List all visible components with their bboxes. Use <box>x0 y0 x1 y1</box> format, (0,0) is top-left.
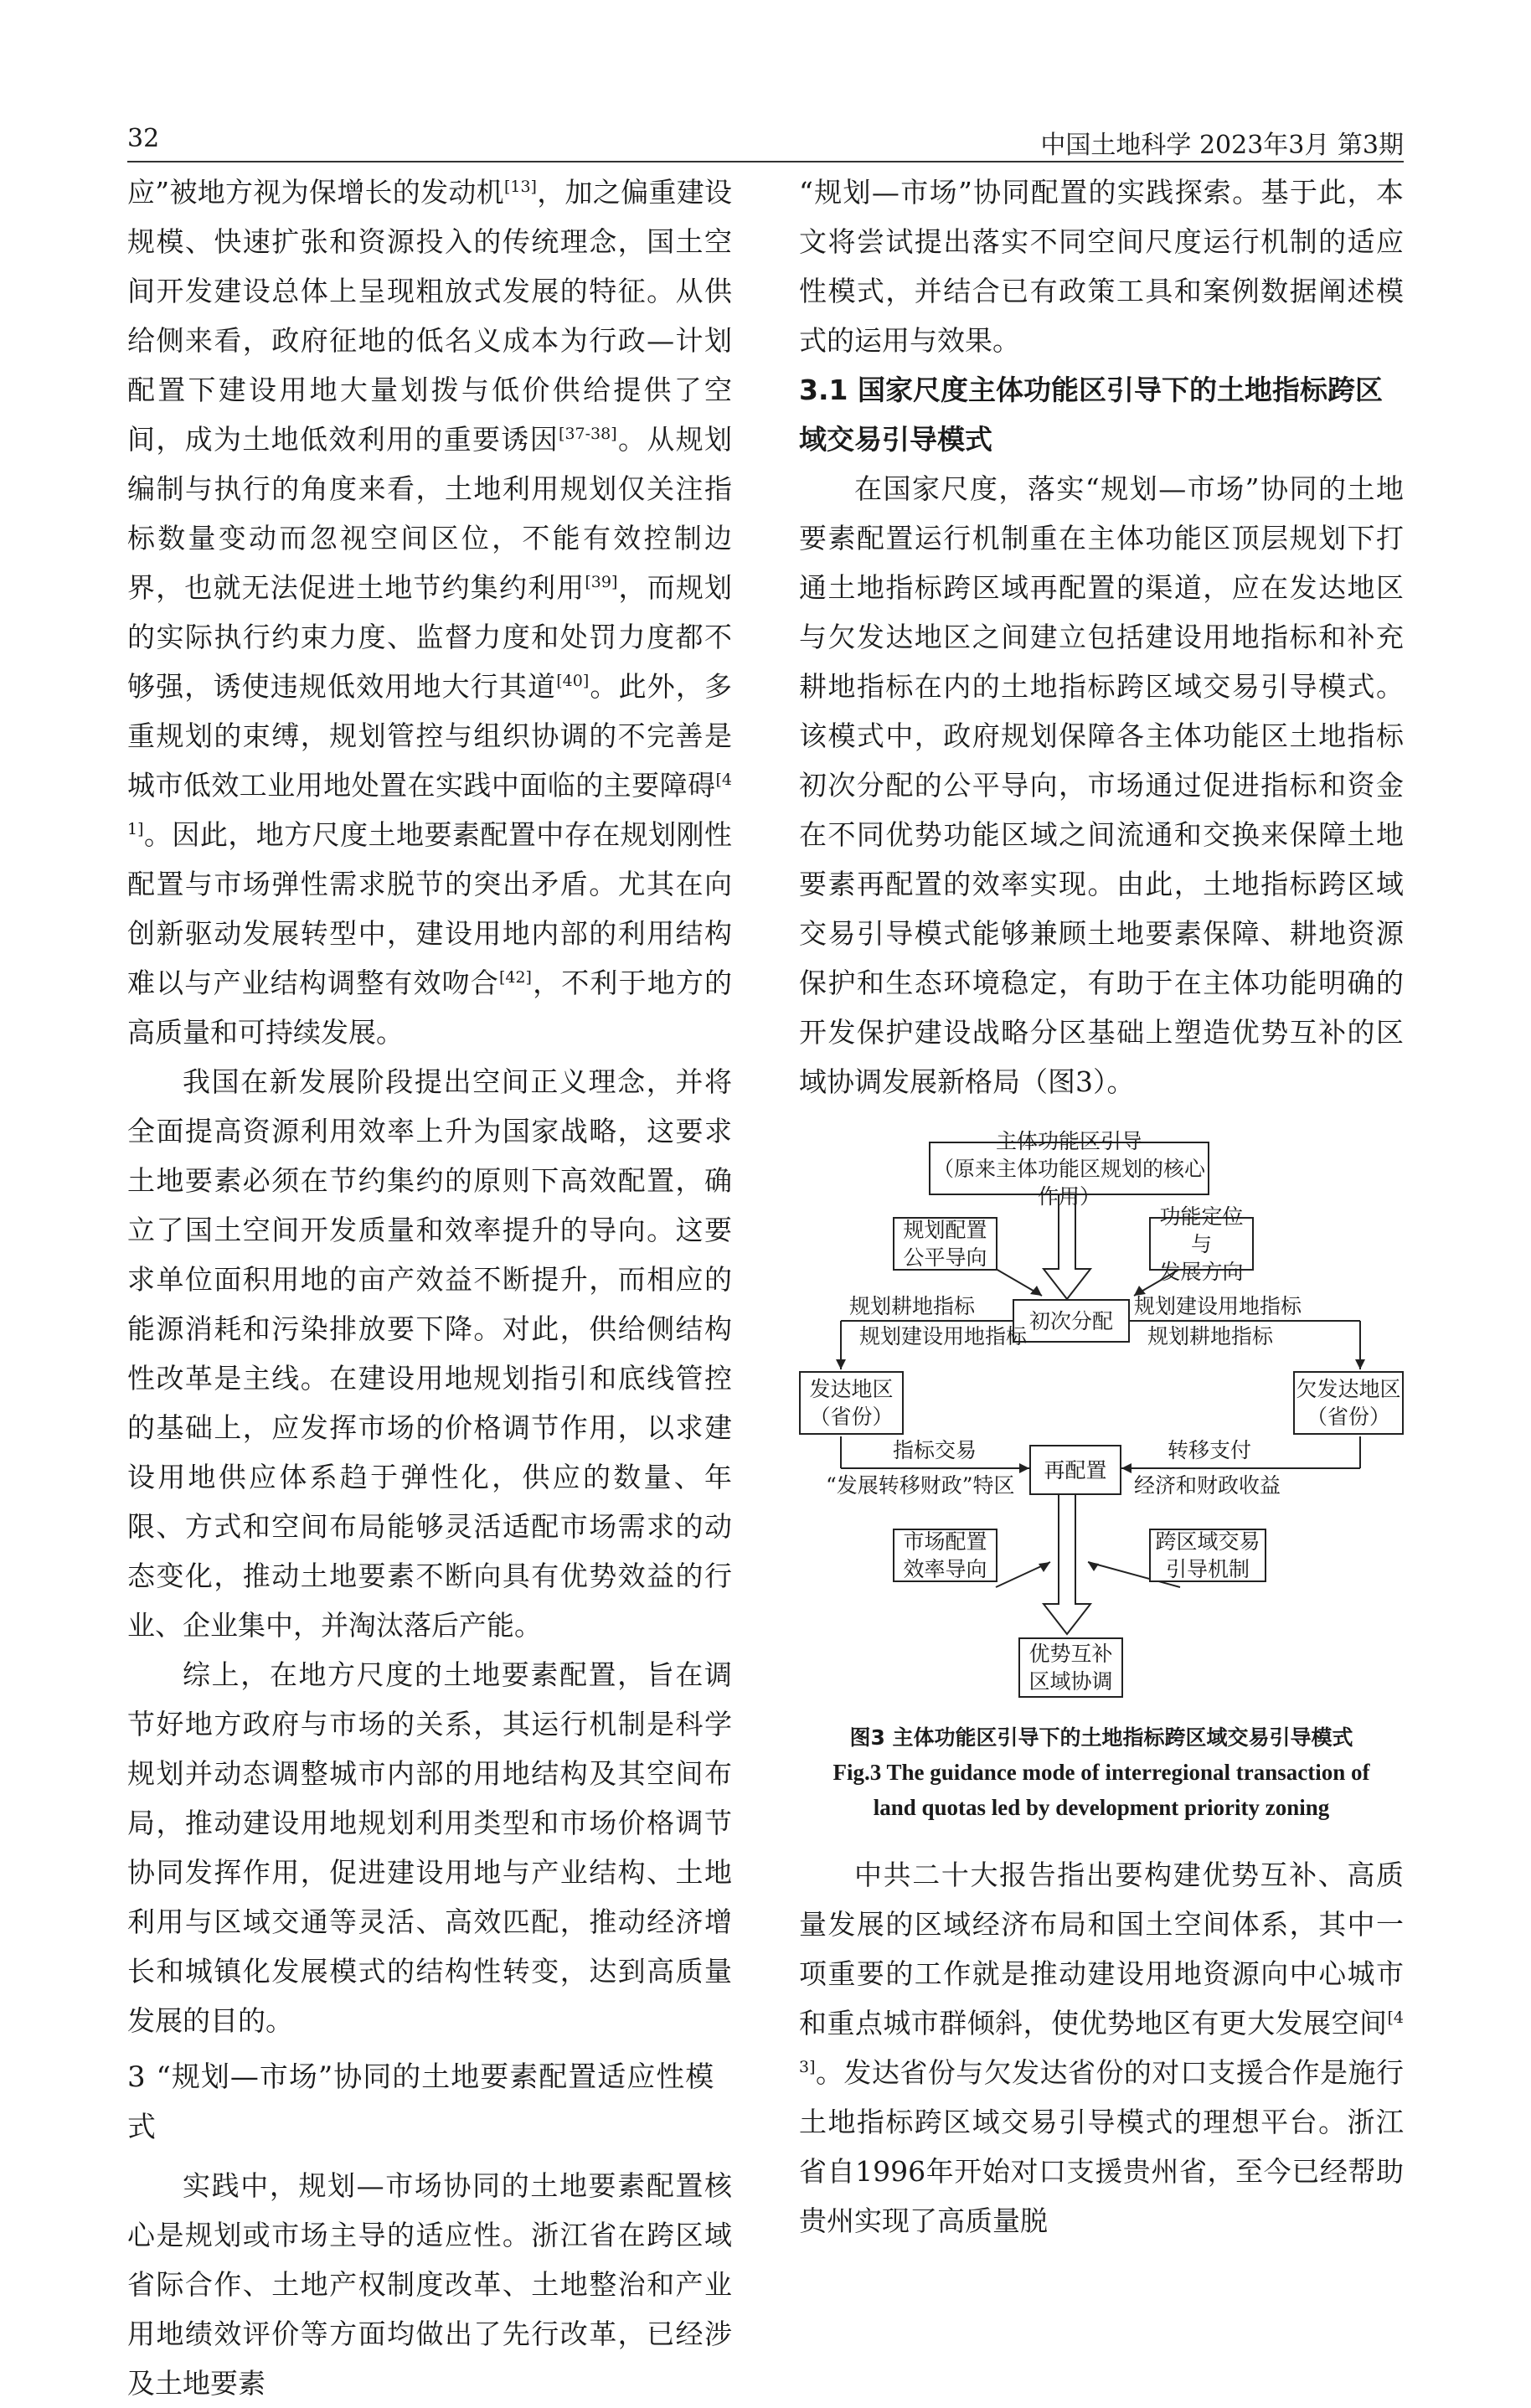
paragraph: 应”被地方视为保增长的发动机[13]，加之偏重建设规模、快速扩张和资源投入的传统理念，国土空间开发建设总体上呈现粗放式发展的特征。从供给侧来看，政府征地的低名义成本为行政—计划配置下建设用地大量划拨与低价供给提供了空间，成为土地低效利用的重要诱因[37-38]。从规划编制与执行的角度来看，土地利用规划仅关注指标数量变动而忽视空间区位，不能有效控制边界，也就无法促进土地节约集约利用[39]，而规划的实际执行约束力度、监督力度和处罚力度都不够强，诱使违规低效用地大行其道[40]。此外，多重规划的束缚，规划管控与组织协调的不完善是城市低效工业用地处置在实践中面临的主要障碍[41]。因此，地方尺度土地要素配置中存在规划刚性配置与市场弹性需求脱节的突出矛盾。尤其在向创新驱动发展转型中，建设用地内部的利用结构难以与产业结构调整有效吻合[42]，不利于地方的高质量和可持续发展。 <box>127 176 733 1049</box>
figure-diagram <box>799 1128 1404 1713</box>
label-planned-construction-right: 规划建设用地指标 <box>1134 1294 1302 1318</box>
page-number: 32 <box>127 124 160 153</box>
citation: [41] <box>127 771 732 838</box>
citation: [43] <box>799 2008 1404 2076</box>
paragraph: 中共二十大报告指出要构建优势互补、高质量发展的区域经济布局和国土空间体系，其中一项重要的工作就是推动建设用地资源向中心城市和重点城市群倾斜，使优势地区有更大发展空间[43]。发达省份与欠发达省份的对口支援合作是施行土地指标跨区域交易引导模式的理想平台。浙江省自1996年开始对口支援贵州省，至今已经帮助贵州实现了高质量脱 <box>799 1859 1404 2237</box>
label-planned-farmland-left: 规划耕地指标 <box>849 1294 976 1318</box>
reallocation-box: 再配置 <box>1029 1445 1121 1495</box>
label-fiscal-revenue: 经济和财政收益 <box>1134 1473 1281 1498</box>
paragraph: 实践中，规划—市场协同的土地要素配置核心是规划或市场主导的适应性。浙江省在跨区域省际合作、土地产权制度改革、土地整治和产业用地绩效评价等方面均做出了先行改革，已经涉及土地要素 <box>127 2169 732 2400</box>
paragraph: 我国在新发展阶段提出空间正义理念，并将全面提高资源利用效率上升为国家战略，这要求土地要素必须在节约集约的原则下高效配置，确立了国土空间开发质量和效率提升的导向。这要求单位面积用地的亩产效益不断提升，而相应的能源消耗和污染排放要下降。对此，供给侧结构性改革是主线。在建设用地规划指引和底线管控的基础上，应发挥市场的价格调节作用，以求建设用地供应体系趋于弹性化，供应的数量、年限、方式和空间布局能够灵活适配市场需求的动态变化，推动土地要素不断向具有优势效益的行业、企业集中，并淘汰落后产能。 <box>127 1065 732 1642</box>
paragraph: 综上，在地方尺度的土地要素配置，旨在调节好地方政府与市场的关系，其运行机制是科学规划并动态调整城市内部的用地结构及其空间布局，推动建设用地规划利用类型和市场价格调节协同发挥作用，促进建设用地与产业结构、土地利用与区域交通等灵活、高效匹配，推动经济增长和城镇化发展模式的结构性转变，达到高质量发展的目的。 <box>127 1658 732 2037</box>
left-column <box>127 168 732 2408</box>
planning-fairness-box: 规划配置 公平导向 <box>893 1217 997 1271</box>
function-positioning-box: 功能定位与 发展方向 <box>1149 1217 1254 1271</box>
paragraph: 在国家尺度，落实“规划—市场”协同的土地要素配置运行机制重在主体功能区顶层规划下打通土地指标跨区域再配置的渠道，应在发达地区与欠发达地区之间建立包括建设用地指标和补充耕地指标在内的土地指标跨区域交易引导模式。该模式中，政府规划保障各主体功能区土地指标初次分配的公平导向，市场通过促进指标和资金在不同优势功能区域之间流通和交换来保障土地要素再配置的效率实现。由此，土地指标跨区域交易引导模式能够兼顾土地要素保障、耕地资源保护和生态环境稳定，有助于在主体功能明确的开发保护建设战略分区基础上塑造优势互补的区域协调发展新格局（图3）。 <box>799 472 1404 1098</box>
initial-distribution-box: 初次分配 <box>1013 1299 1130 1343</box>
citation: [37-38] <box>559 425 617 443</box>
developed-region-box: 发达地区 （省份） <box>799 1371 904 1435</box>
priority-zoning-box: 主体功能区引导 （原来主体功能区规划的核心作用） <box>929 1142 1209 1195</box>
citation: [39] <box>585 573 618 591</box>
figure-caption-en: Fig.3 The guidance mode of interregional transaction of land quotas led by development priority zoning <box>833 1760 1370 1820</box>
regional-coordination-box: 优势互补 区域协调 <box>1018 1637 1123 1698</box>
paragraph: “规划—市场”协同配置的实践探索。基于此，本文将尝试提出落实不同空间尺度运行机制的适应性模式，并结合已有政策工具和案例数据阐述模式的运用与效果。 <box>799 176 1404 357</box>
label-transfer-payment: 转移支付 <box>1168 1438 1252 1462</box>
right-column <box>799 168 1404 2246</box>
citation: [40] <box>556 672 590 690</box>
header-rule <box>127 161 1404 162</box>
label-special-zone: “发展转移财政”特区 <box>826 1473 1015 1498</box>
figure-caption-cn: 图3 主体功能区引导下的土地指标跨区域交易引导模式 <box>849 1725 1353 1750</box>
subsection-heading: 3.1 国家尺度主体功能区引导下的土地指标跨区域交易引导模式 <box>799 374 1383 456</box>
label-planned-farmland-right: 规划耕地指标 <box>1147 1324 1274 1348</box>
label-planned-construction-left: 规划建设用地指标 <box>859 1324 1028 1348</box>
section-heading: 3 “规划—市场”协同的土地要素配置适应性模式 <box>127 2060 715 2144</box>
cross-region-mechanism-box: 跨区域交易 引导机制 <box>1149 1529 1266 1582</box>
journal-header: 中国土地科学 2023年3月 第3期 <box>1040 131 1404 160</box>
market-efficiency-box: 市场配置 效率导向 <box>893 1529 997 1582</box>
citation: [13] <box>503 178 537 196</box>
citation: [42] <box>498 968 532 987</box>
less-developed-region-box: 欠发达地区 （省份） <box>1293 1371 1404 1435</box>
label-quota-trade: 指标交易 <box>893 1438 977 1462</box>
